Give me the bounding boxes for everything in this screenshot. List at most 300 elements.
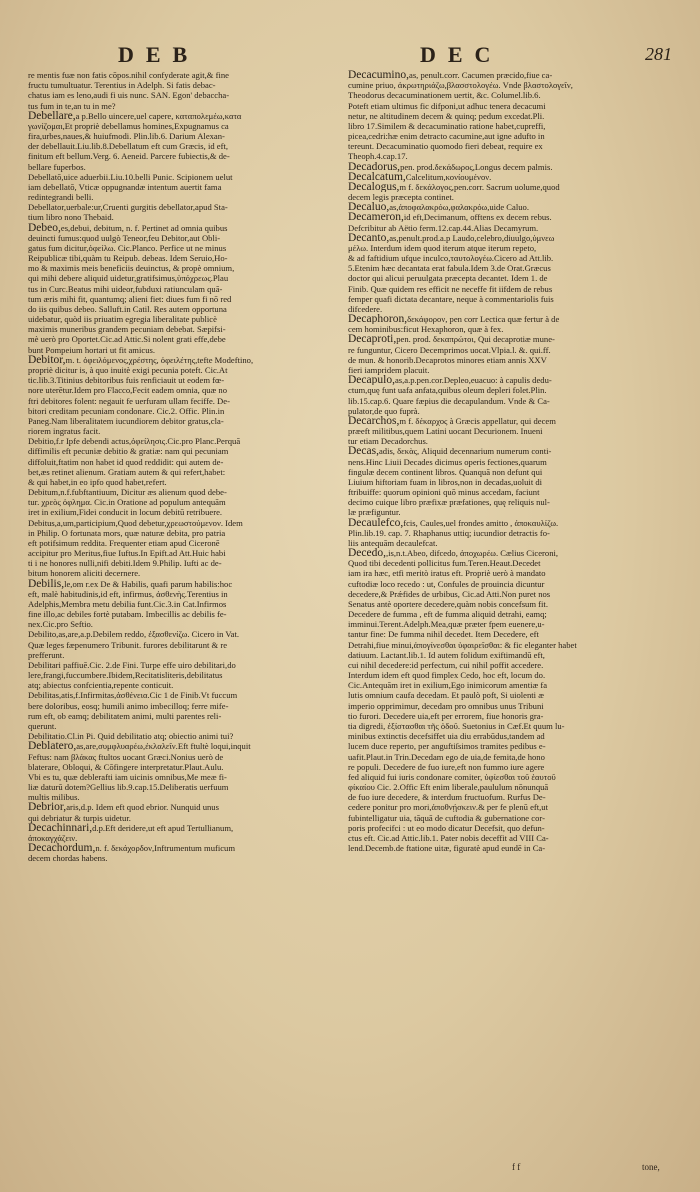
- entry-headword: Decaluo,: [348, 202, 390, 213]
- dictionary-line: [28, 731, 324, 741]
- entry-text: as,a.p.pen.cor.Depleo,euacuo: à capulis dedu-: [394, 375, 552, 386]
- dictionary-line: [348, 629, 644, 639]
- dictionary-line: [28, 233, 324, 243]
- entry-text: 5.Etenim hæc decantata erat fabula.Idem 3.de Orat.Græcus: [348, 263, 551, 274]
- entry-text: Finib. Quæ quidem res efficit ne neceffe fit iifdem de rebus: [348, 283, 553, 294]
- dictionary-line: [348, 121, 644, 131]
- entry-text: imminui.Terent.Adelph.Mea,quæ præter fpem euenere,u-: [348, 619, 545, 630]
- entry-text: diffoluit,ftatim non habet id quod reddidit: qui autem de-: [28, 456, 224, 467]
- entry-text: as, penult.corr. Cacumen præcido,fiue ca-: [409, 70, 553, 80]
- dictionary-line: [28, 243, 324, 253]
- dictionary-line: [28, 802, 324, 812]
- dictionary-line: [348, 80, 644, 90]
- dictionary-line: [348, 416, 644, 426]
- dictionary-line: [348, 467, 644, 477]
- dictionary-line: [28, 426, 324, 436]
- dictionary-line: [348, 650, 644, 660]
- entry-text: Senatus antè oportere decedere,quàm nobis concefsum fit.: [348, 598, 548, 609]
- dictionary-line: [28, 487, 324, 497]
- entry-text: fubintelligatur uia, tāquā de cuftodia & gubernatione cor-: [348, 812, 545, 823]
- dictionary-line: [348, 741, 644, 751]
- dictionary-line: [348, 823, 644, 833]
- entry-text: lucem duce reperto, per anguftiſsimos tramites pedibus e-: [348, 741, 546, 752]
- entry-text: Debitus,a,um,participium,Quod debetur,χρεωστούμενον. Idem: [28, 517, 243, 528]
- dictionary-line: [348, 233, 644, 243]
- entry-text: Defcribitur ab Aëtio ferm.12.cap.44.Alias Decamyrum.: [348, 222, 539, 233]
- dictionary-line: [348, 365, 644, 375]
- entry-text: tus fum in te,an tu in me?: [28, 100, 116, 111]
- dictionary-line: [348, 385, 644, 395]
- dictionary-line: [348, 792, 644, 802]
- entry-text: ἀποκαγχάζειν.: [28, 832, 78, 843]
- entry-text: pen. prod.δεκάδωρος,Longus decem palmis.: [400, 161, 553, 172]
- dictionary-line: [28, 528, 324, 538]
- dictionary-line: [348, 619, 644, 629]
- dictionary-line: [348, 284, 644, 294]
- dictionary-line: [28, 182, 324, 192]
- dictionary-line: [28, 640, 324, 650]
- entry-text: Detrahi,fiue minui,ἀπογίνεσθαι ὑφαιρεῖσθαι: & fic eleganter habet: [348, 639, 577, 650]
- dictionary-line: [28, 101, 324, 111]
- dictionary-line: [28, 538, 324, 548]
- entry-headword: Decachinnari,: [28, 822, 93, 833]
- dictionary-line: [28, 813, 324, 823]
- entry-text: γωνίζομαι,Et propriè debellamus homines,Expugnamus ca: [28, 120, 229, 131]
- entry-headword: Decameron,: [348, 212, 404, 223]
- dictionary-line: [28, 467, 324, 477]
- dictionary-line: [348, 680, 644, 690]
- entry-text: & qui habet,in eo ipfo quod habet,refert.: [28, 476, 167, 487]
- entry-text: lutis omnium caufa decedam. Et paulò poft, Si uiolenti æ: [348, 690, 544, 701]
- dictionary-line: [348, 507, 644, 517]
- entry-text: uafit.Plaut.in Trin.Decedam ego de uia,de femita,de hono: [348, 751, 545, 762]
- entry-text: m f. δεκάλογος,pen.corr. Sacrum uolume,quod: [399, 181, 560, 192]
- dictionary-line: [28, 792, 324, 802]
- entry-text: gatus fum dicitur,ὀφείλω. Cic.Planco. Perfice ut ne minus: [28, 242, 227, 253]
- dictionary-line: [348, 640, 644, 650]
- entry-text: fira,urbes,naues,& huiufmodi. Plin.lib.6. Darium Alexan-: [28, 131, 225, 142]
- dictionary-line: [348, 375, 644, 385]
- dictionary-line: [348, 162, 644, 172]
- entry-text: Interdum idem eft quod fimplex Cedo, hoc eft, locum do.: [348, 670, 546, 681]
- dictionary-line: [348, 497, 644, 507]
- entry-text: cem hominibus:ficut Hexaphoron, quæ à fex.: [348, 324, 504, 335]
- dictionary-line: [28, 385, 324, 395]
- entry-text: es,debui, debitum, n. f. Pertinet ad omnia quibus: [60, 222, 228, 233]
- dictionary-line: [348, 355, 644, 365]
- entry-text: Quod tibi decedenti pollicitus fum.Teren.Heaut.Decedet: [348, 558, 541, 569]
- dictionary-line: [28, 680, 324, 690]
- entry-headword: Deblatero,: [28, 741, 77, 752]
- dictionary-line: [28, 436, 324, 446]
- dictionary-line: [348, 111, 644, 121]
- dictionary-line: [348, 90, 644, 100]
- entry-text: lib.15.cap.6. Quare fæpius die decapulandum. Vnde & Ca-: [348, 395, 550, 406]
- entry-text: fed aliquid fui iuris condonare comiter, ὑφίεσθαι τοῦ ἑαυτοῦ: [348, 771, 556, 782]
- dictionary-line: [348, 436, 644, 446]
- entry-text: de fuo iure decedere, & interdum fructuofum. Rurfus De-: [348, 792, 546, 803]
- dictionary-line: [28, 548, 324, 558]
- entry-text: blaterare, Obloqui, & Cōfingere interpretatur.Plaut.Aulu.: [28, 761, 224, 772]
- entry-headword: Debrior,: [28, 802, 67, 813]
- entry-text: Plin.lib.19. cap. 7. Rhaphanus uttiq; iucundior detractis fo-: [348, 527, 550, 538]
- entry-text: prefferunt.: [28, 649, 65, 660]
- entry-text: nens.Hinc Liuii Decades dicimus operis fectiones,quarum: [348, 456, 547, 467]
- entry-text: Poteft etiam ultimus fic difponi,ut adhuc tenera decacumi: [348, 100, 546, 111]
- entry-text: Adelphis,Membra metu debilia funt.Cic.3.in Cat.Infirmos: [28, 598, 227, 609]
- right-column: [348, 70, 644, 853]
- dictionary-line: [348, 294, 644, 304]
- entry-text: iam ira hæc, etfi meritò iratus eft. Propriè uerò à mandato: [348, 568, 546, 579]
- running-head-left: DEB: [118, 42, 200, 67]
- entry-text: re funguntur, Cicero Decemprimos uocat.Vlpia.l. &. qui.ff.: [348, 344, 551, 355]
- dictionary-line: [348, 772, 644, 782]
- dictionary-line: [28, 375, 324, 385]
- entry-text: lend.Decemb.de ftatione uitæ, figuratè apud eundē in Ca-: [348, 843, 546, 854]
- entry-text: maximis muneribus grandem pecuniam debebat. Sæpifsi-: [28, 324, 226, 335]
- catchword: tone,: [642, 1162, 660, 1172]
- entry-text: datiuum. Lactant.lib.1. Id autem folidum exiftimandū eft,: [348, 649, 545, 660]
- entry-text: adis, δεκὰς, Aliquid decennarium numerum conti-: [378, 446, 552, 457]
- dictionary-line: [348, 426, 644, 436]
- entry-text: tus in Curc.Beatus mihi uideor,fubduxi ratiunculam quā-: [28, 283, 223, 294]
- entry-text: lere,frangi,fuccumbere.Ibidem,Recitatisliteris,debilitatus: [28, 670, 223, 681]
- entry-text: fieri iampridem placuit.: [348, 364, 430, 375]
- entry-text: bere doloribus, eosq; humili animo imbecilloq; ferre mife-: [28, 700, 229, 711]
- entry-text: Debitio,f.r Ipfe debendi actus,ὀφείλησις.Cic.pro Planc.Perquā: [28, 436, 241, 447]
- entry-text: femper quafi dictata decantare, neque à commentariolis fuis: [348, 293, 554, 304]
- entry-text: cumine priuo, ἀκρωτηριάζω,βλασστολογέω. Vnde βλαστολογεῖν,: [348, 80, 573, 91]
- entry-text: Theoph.4.cap.17.: [348, 151, 408, 162]
- dictionary-line: [28, 457, 324, 467]
- entry-text: m. t. ὀφειλόμενος,χρέστης, ὀφειλέτης,tefte Modeftino,: [65, 354, 254, 365]
- entry-text: Liuium hiftoriam fuam in libros,non in decadas,uoluit di: [348, 476, 543, 487]
- dictionary-line: [348, 345, 644, 355]
- entry-text: diffimilis eft pecuniæ debitio & gratiæ: nam qui pecuniam: [28, 446, 229, 457]
- dictionary-line: [28, 212, 324, 222]
- dictionary-line: [28, 284, 324, 294]
- dictionary-line: [28, 111, 324, 121]
- dictionary-line: [28, 721, 324, 731]
- dictionary-line: [28, 579, 324, 589]
- entry-text: eft potifsimum reddita. Frequenter etiam apud Ciceronē: [28, 537, 220, 548]
- entry-text: doctor qui alicui peruulgata præcepta decantet. Idem 1. de: [348, 273, 548, 284]
- entry-text: qui debriatur & turpis uidetur.: [28, 812, 131, 823]
- entry-text: atq; abiectus confcientia,repente conticuit.: [28, 680, 174, 691]
- entry-text: Debellatō,uice aduerbii.Liu.10.belli Punic. Scipionem uelut: [28, 171, 233, 182]
- dictionary-line: [348, 752, 644, 762]
- entry-text: multis milibus.: [28, 792, 80, 803]
- entry-text: Debilitari paffiuē.Cic. 2.de Fini. Turpe effe uiro debilitari,do: [28, 659, 236, 670]
- dictionary-line: [28, 314, 324, 324]
- entry-text: poris profecifci : ut eo modo dicatur Decefsit, quo defun-: [348, 822, 545, 833]
- dictionary-line: [28, 497, 324, 507]
- dictionary-line: [348, 223, 644, 233]
- entry-text: as,penult.prod.a.p Laudo,celebro,diuulgo,ὑμνεω: [389, 232, 555, 243]
- dictionary-line: [348, 273, 644, 283]
- entry-text: riorem ingratus facit.: [28, 426, 101, 437]
- entry-text: rum eft, ob eamq; debilitatem animi, multi parentes reli-: [28, 710, 222, 721]
- dictionary-line: [28, 324, 324, 334]
- dictionary-line: [28, 599, 324, 609]
- dictionary-line: [28, 762, 324, 772]
- entry-text: mo & maximis meis beneficiis deuinctus, & propè omnium,: [28, 263, 235, 274]
- dictionary-line: [28, 304, 324, 314]
- entry-text: tic.lib.3.Titinius debitoribus fuis renficiauit ut eodem fœ-: [28, 375, 225, 386]
- dictionary-line: [28, 568, 324, 578]
- entry-text: n. f. δεκάχορδον,Inftrumentum muficum: [95, 843, 236, 854]
- entry-text: tur etiam Decadorchus.: [348, 436, 428, 447]
- entry-headword: Decaulefco,: [348, 517, 404, 528]
- running-head-right: DEC: [420, 42, 503, 67]
- entry-text: Theodorus decacuminationem uertit, &c. Columel.lib.6.: [348, 90, 541, 101]
- dictionary-line: [28, 619, 324, 629]
- entry-text: bitum honorem aliciti decernere.: [28, 568, 141, 579]
- dictionary-line: [348, 243, 644, 253]
- left-column: [28, 70, 324, 863]
- entry-text: Vbi es tu, quæ deblerafti iam uicinis omnibus,Me meæ fi-: [28, 771, 227, 782]
- dictionary-line: [28, 609, 324, 619]
- entry-text: ctum,quę funt uafa anfata,quibus oleum depleri folet.Plin.: [348, 385, 547, 396]
- dictionary-line: [348, 304, 644, 314]
- entry-text: Debitum,n.f.fubftantiuum, Dicitur æs alienum quod debe-: [28, 487, 227, 498]
- entry-text: fructu tumultuatur. Terentius in Adelph. Si fatis debac-: [28, 80, 216, 91]
- dictionary-line: [28, 396, 324, 406]
- entry-headword: Decachordum,: [28, 843, 96, 854]
- entry-headword: Decapulo,: [348, 375, 395, 386]
- entry-text: imperio opprimimur, decedam pro omnibus unus Tribuni: [348, 700, 544, 711]
- dictionary-line: [348, 813, 644, 823]
- entry-text: as,are,συμφλυαρέω,ἐκλαλεῖν.Eft ftultè loqui,inquit: [76, 741, 251, 752]
- entry-headword: Decas,: [348, 446, 379, 457]
- dictionary-line: [348, 690, 644, 700]
- entry-headword: Decanto,: [348, 232, 390, 243]
- entry-text: Reipublicæ tibi,quàm tu Reipub. debeas. Idem Seruio,Ho-: [28, 253, 228, 264]
- entry-text: Quæ leges fæpenumero Tribunit. furores debilitarunt & re: [28, 639, 228, 650]
- dictionary-line: [348, 212, 644, 222]
- entry-headword: Decadorus,: [348, 161, 401, 172]
- entry-text: cui nihil decedere:id perfectum, cui nihil poffit accedere.: [348, 659, 544, 670]
- dictionary-line: [348, 782, 644, 792]
- dictionary-line: [28, 90, 324, 100]
- dictionary-line: [348, 802, 644, 812]
- dictionary-line: [348, 518, 644, 528]
- dictionary-line: [28, 223, 324, 233]
- entry-text: redintegrandi belli.: [28, 192, 94, 203]
- entry-text: fcis, Caules,uel frondes amitto , ἀποκαυλίζω.: [403, 517, 559, 528]
- dictionary-line: [348, 446, 644, 456]
- entry-text: tia digredi, ἐξίστασθαι τῆς ὁδοῦ. Suetonius in Cæf.Et quum lu-: [348, 721, 565, 731]
- signature-mark: f f: [512, 1162, 521, 1172]
- dictionary-line: [348, 131, 644, 141]
- dictionary-line: [348, 762, 644, 772]
- entry-text: iret in exilium,Fidei conducit in locum debitū retribuere.: [28, 507, 223, 518]
- dictionary-line: [348, 101, 644, 111]
- entry-text: tantur fine: De fumma nihil decedet. Item Decedere, eft: [348, 629, 539, 640]
- dictionary-line: [28, 406, 324, 416]
- dictionary-line: [348, 670, 644, 680]
- dictionary-line: [28, 589, 324, 599]
- entry-text: Debilitatio.Cl.in Pi. Quid debilitatio atq; obiectio animi tui?: [28, 731, 234, 742]
- entry-headword: Decacumino,: [348, 70, 409, 81]
- dictionary-line: [28, 843, 324, 853]
- dictionary-line: [28, 670, 324, 680]
- entry-headword: Decaproti,: [348, 334, 397, 345]
- entry-text: bellare fuperbos.: [28, 161, 86, 172]
- dictionary-line: [348, 721, 644, 731]
- entry-text: re mentis fuæ non fatis cōpos.nihil confyderate agit,& fine: [28, 70, 229, 80]
- entry-text: der debellauit.Liu.lib.8.Debellatum eft cum Græcis, id eft,: [28, 141, 228, 152]
- entry-text: Feftus: nam βλάκας ftultos uocant Græci.Nonius uerò de: [28, 751, 224, 762]
- dictionary-line: [348, 457, 644, 467]
- dictionary-line: [28, 833, 324, 843]
- dictionary-line: [348, 548, 644, 558]
- dictionary-line: [28, 294, 324, 304]
- dictionary-line: [348, 406, 644, 416]
- dictionary-line: [348, 192, 644, 202]
- dictionary-line: [28, 558, 324, 568]
- entry-text: chatus iam es leno,audi fi uis nunc. SAN. Egon' debaccha-: [28, 90, 230, 101]
- dictionary-line: [28, 80, 324, 90]
- entry-text: iam debellatō, Vticæ oppugnandæ intentum auertit fama: [28, 181, 222, 192]
- entry-text: ftri debitores folent: negauit fe uerfuram ullam feciffe. De-: [28, 395, 230, 406]
- dictionary-line: [28, 355, 324, 365]
- entry-text: in Philip. O fortunata mors, quæ naturæ debita, pro patria: [28, 527, 226, 538]
- entry-text: fine illo,ac debiles fortè putabam. Imbecillis ac debilis fe-: [28, 609, 227, 620]
- entry-text: picea,cedri:hæ enim detracto cacumine,aut igne adufto in: [348, 131, 545, 142]
- entry-headword: Debitor,: [28, 354, 66, 365]
- dictionary-line: [28, 253, 324, 263]
- entry-text: bunt Pompeium hortari ut fit amicus.: [28, 344, 155, 355]
- dictionary-line: [28, 690, 324, 700]
- dictionary-line: [348, 843, 644, 853]
- dictionary-line: [348, 833, 644, 843]
- dictionary-line: [28, 121, 324, 131]
- dictionary-line: [348, 568, 644, 578]
- entry-text: eft, malè habitudinis,id eft, infirmus, ἀσθενὴς.Terentius in: [28, 588, 228, 599]
- entry-text: μέλω. Interdum idem quod iterum atque iterum repeto,: [348, 242, 537, 253]
- entry-text: Debilito,as,are,a.p.Debilem reddo, ἐξασθενίζω. Cicero in Vat.: [28, 629, 239, 640]
- entry-headword: Decedo,: [348, 548, 386, 559]
- dictionary-line: [348, 253, 644, 263]
- dictionary-line: [28, 192, 324, 202]
- dictionary-line: [28, 446, 324, 456]
- entry-headword: Decalcatum,: [348, 171, 406, 182]
- entry-text: minibus extinctis decefsiffet uia diu errabūdus,tandem ad: [348, 731, 545, 742]
- entry-text: do iis quibus debeo. Salluft.in Catil. Res autem opportuna: [28, 303, 227, 314]
- entry-text: nore uterētur.Idem pro Flacco,Fecit eadem omnia, quæ no: [28, 385, 228, 396]
- dictionary-line: [348, 477, 644, 487]
- dictionary-line: [348, 599, 644, 609]
- dictionary-line: [348, 487, 644, 497]
- entry-text: ,is,n.t.Abeo, difcedo, ἀποχωρέω. Cælius Ciceroni,: [386, 548, 559, 559]
- entry-text: tur. χρεὸς ὀφλημα. Cic.in Oratione ad populum antequām: [28, 497, 226, 508]
- dictionary-line: [348, 141, 644, 151]
- dictionary-line: [348, 660, 644, 670]
- entry-text: netur, ne altitudinem decem & quinq; pedum excedat.Pli.: [348, 110, 545, 121]
- entry-text: læ præfiguntur.: [348, 507, 401, 518]
- entry-text: de mun. & honorib.Decaprotos minores etiam annis XXV: [348, 354, 547, 365]
- entry-text: nex.Cic.pro Seftio.: [28, 619, 93, 630]
- entry-headword: Decalogus,: [348, 181, 400, 193]
- entry-text: uidebatur, quòd iis priuatim egregia liberalitate publicè: [28, 314, 217, 325]
- entry-text: libro 17.Similem & decacuminatio ratione habet,cupreffi,: [348, 120, 546, 131]
- dictionary-line: [348, 731, 644, 741]
- dictionary-line: [348, 711, 644, 721]
- entry-text: Debilitas,atis,f.Infirmitas,ἀσθένεια.Cic 1 de Finib.Vt fuccum: [28, 690, 238, 701]
- entry-text: finitum eft bellum.Verg. 6. Aeneid. Parcere fubiectis,& de-: [28, 151, 230, 162]
- dictionary-line: [348, 172, 644, 182]
- dictionary-line: [348, 334, 644, 344]
- entry-text: δεκάφορον, pen corr Lectica quæ fertur à de: [407, 314, 560, 325]
- entry-text: tium libro nono Thebaid.: [28, 212, 114, 223]
- entry-text: cuftodiæ loco recedo : ut, Confules de prouincia dicuntur: [348, 578, 545, 589]
- entry-text: φίκαίου Cic. 2.Offic Eft enim liberale,paululum nōnunquā: [348, 782, 549, 793]
- dictionary-line: [348, 701, 644, 711]
- entry-text: tio furori. Decedere uia,eft per errorem, fiue honoris gra-: [348, 710, 544, 721]
- dictionary-line: [348, 538, 644, 548]
- dictionary-line: [28, 518, 324, 528]
- dictionary-line: [28, 853, 324, 863]
- entry-text: Debellator,uerbale:ur,Cruenti gurgitis debellator,apud Sta-: [28, 202, 228, 213]
- entry-headword: Debilis,: [28, 578, 65, 589]
- dictionary-line: [28, 141, 324, 151]
- entry-headword: Decaphoron,: [348, 314, 408, 325]
- dictionary-line: [28, 701, 324, 711]
- entry-text: aris,d.p. Idem eft quod ebrior. Nunquid unus: [66, 802, 219, 813]
- entry-text: liæ daturū dotem?Gellius lib.9.cap.15.Deliberatis uerfuum: [28, 782, 229, 793]
- entry-text: Decedere de fumma , eft de fumma aliquid detrahi, eamq;: [348, 609, 547, 620]
- dictionary-line: [28, 823, 324, 833]
- entry-text: as,ἀποφαλακρόω,φαλακρόω,uide Caluo.: [389, 202, 529, 213]
- entry-text: querunt.: [28, 721, 57, 731]
- dictionary-line: [28, 711, 324, 721]
- dictionary-line: [348, 579, 644, 589]
- entry-text: pulator,de quo fuprà.: [348, 405, 420, 416]
- entry-text: bitori creditam pecuniam condonare. Cic.2. Offic. Plin.in: [28, 405, 225, 416]
- dictionary-line: [28, 131, 324, 141]
- dictionary-line: [348, 589, 644, 599]
- dictionary-line: [28, 263, 324, 273]
- page-number: 281: [645, 44, 672, 64]
- entry-headword: Debeo,: [28, 222, 61, 233]
- entry-text: tum æris mihi fit, quantumq; alieni fiet: diues fum fi nō red: [28, 293, 232, 304]
- dictionary-line: [28, 416, 324, 426]
- entry-text: Paneg.Nam liberalitatem iucundiorem debitor gratus,cla-: [28, 415, 224, 426]
- dictionary-line: [28, 772, 324, 782]
- entry-text: præeft militibus,quem Latini uocant Decurionem. Inueni: [348, 426, 543, 437]
- dictionary-line: [348, 70, 644, 80]
- dictionary-line: [348, 202, 644, 212]
- dictionary-line: [348, 324, 644, 334]
- entry-text: fingulæ decem continent libros. Quanquā non defunt qui: [348, 466, 543, 477]
- dictionary-line: [28, 650, 324, 660]
- entry-text: qui mihi debere aliquid uidetur,gratifsimus,ὑπόχρεως.Plau: [28, 273, 229, 284]
- entry-text: decimo cuique libro præfixæ præfationes, quę reliquis nul-: [348, 497, 550, 508]
- entry-headword: Decarchos,: [348, 415, 400, 427]
- entry-text: d.p.Eft deridere,ut eft apud Tertullianum,: [92, 822, 234, 833]
- entry-text: Cic.Antequām iret in exilium,Ego inimicorum amentiæ fa: [348, 680, 548, 691]
- dictionary-line: [28, 151, 324, 161]
- dictionary-line: [28, 70, 324, 80]
- entry-text: Calcelitum,κονίουμένον.: [405, 171, 492, 182]
- dictionary-line: [348, 151, 644, 161]
- dictionary-line: [348, 528, 644, 538]
- entry-text: difcedere.: [348, 303, 383, 314]
- dictionary-line: [28, 273, 324, 283]
- entry-text: decem chordas habens.: [28, 853, 108, 864]
- dictionary-line: [28, 365, 324, 375]
